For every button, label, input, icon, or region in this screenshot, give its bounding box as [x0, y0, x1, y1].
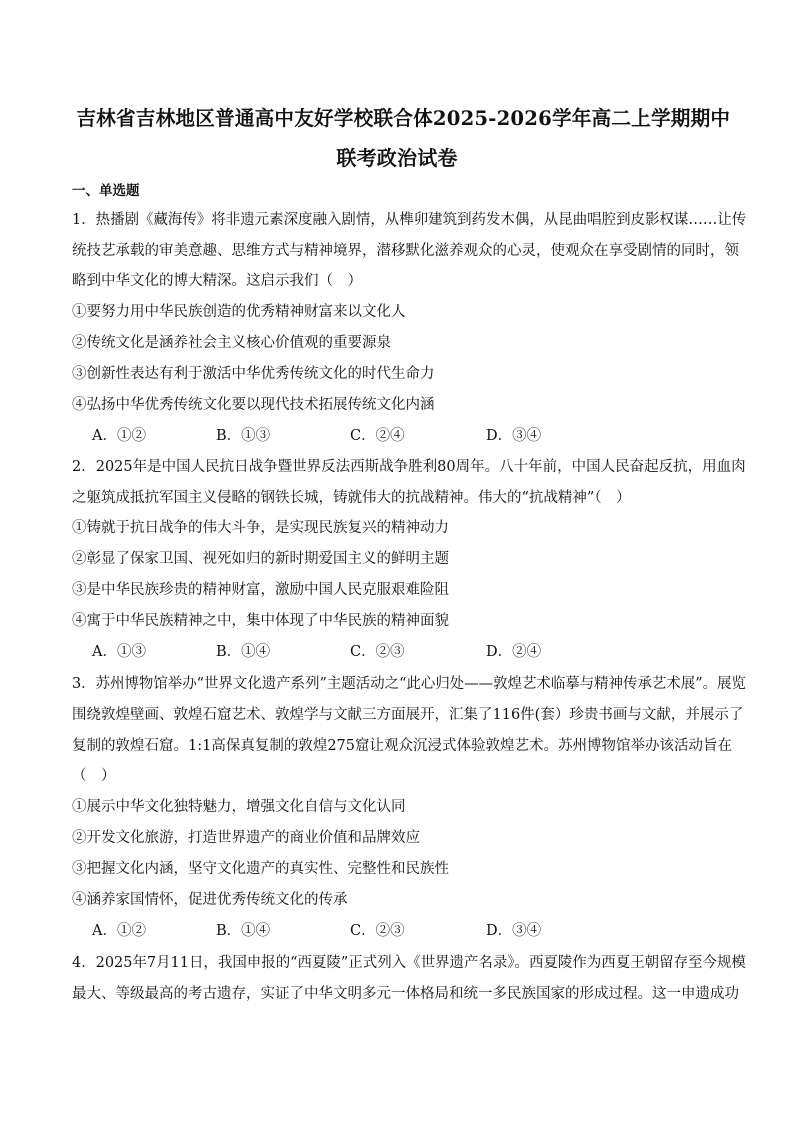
question-1-option-b[interactable]: B．①③	[216, 428, 271, 444]
question-3-stem-line-4: （ ）	[72, 768, 116, 784]
question-1-item-2: ②传统文化是涵养社会主义核心价值观的重要源泉	[72, 335, 391, 351]
question-2-item-3: ③是中华民族珍贵的精神财富，激励中国人民克服艰难险阻	[72, 582, 449, 598]
question-2-item-2: ②彰显了保家卫国、视死如归的新时期爱国主义的鲜明主题	[72, 551, 449, 567]
question-3-item-4: ④涵养家国情怀，促进优秀传统文化的传承	[72, 892, 348, 908]
question-3-option-c[interactable]: C．②③	[350, 923, 405, 939]
question-2-option-a[interactable]: A．①③	[92, 644, 146, 660]
question-1-option-d[interactable]: D．③④	[486, 428, 542, 444]
question-1-option-c[interactable]: C．②④	[350, 428, 405, 444]
question-3-item-3: ③把握文化内涵，坚守文化遗产的真实性、完整性和民族性	[72, 861, 449, 877]
question-2-option-c[interactable]: C．②③	[350, 644, 405, 660]
question-2-option-d[interactable]: D．②④	[486, 644, 542, 660]
question-3-stem-line-3: 复制的敦煌石窟。1:1高保真复制的敦煌275窟让观众沉浸式体验敦煌艺术。苏州博物馆举办该活动旨在	[72, 738, 733, 754]
question-1-item-1: ①要努力用中华民族创造的优秀精神财富来以文化人	[72, 304, 406, 320]
question-4-stem-line-1: 4．2025年7月11日，我国申报的“西夏陵”正式列入《世界遗产名录》。西夏陵作为西夏王朝留存至今规模	[72, 955, 746, 971]
question-3-item-1: ①展示中华文化独特魅力，增强文化自信与文化认同	[72, 799, 406, 815]
question-3-stem-line-1: 3．苏州博物馆举办“世界文化遗产系列”主题活动之“此心归处——敦煌艺术临摹与精神传承艺术展”。展览	[72, 676, 746, 692]
question-2-option-b[interactable]: B．①④	[216, 644, 271, 660]
question-1-option-a[interactable]: A．①②	[92, 428, 146, 444]
question-3-option-b[interactable]: B．①④	[216, 923, 271, 939]
question-2-stem-line-2: 之躯筑成抵抗军国主义侵略的钢铁长城，铸就伟大的抗战精神。伟大的“抗战精神”（ ）	[72, 490, 631, 506]
question-2-item-1: ①铸就于抗日战争的伟大斗争，是实现民族复兴的精神动力	[72, 520, 449, 536]
question-2-stem-line-1: 2．2025年是中国人民抗日战争暨世界反法西斯战争胜利80周年。八十年前，中国人民奋起反抗，用血肉	[72, 459, 746, 475]
question-2-item-4: ④寓于中华民族精神之中，集中体现了中华民族的精神面貌	[72, 613, 449, 629]
section-heading: 一、单选题	[72, 183, 140, 199]
exam-title-line-1: 吉林省吉林地区普通高中友好学校联合体2025-2026学年高二上学期期中	[76, 106, 731, 130]
question-3-item-2: ②开发文化旅游，打造世界遗产的商业价值和品牌效应	[72, 830, 420, 846]
question-3-stem-line-2: 围绕敦煌壁画、敦煌石窟艺术、敦煌学与文献三方面展开，汇集了116件(套）珍贵书画与文献，并展示了	[72, 707, 744, 723]
question-1-stem-line-1: 1．热播剧《藏海传》将非遗元素深度融入剧情，从榫卯建筑到药发木偶，从昆曲唱腔到皮影权谋……让传	[72, 212, 747, 228]
question-1-stem-line-2: 统技艺承载的审美意趣、思维方式与精神境界，潜移默化滋养观众的心灵，使观众在享受剧情的同时，领	[72, 243, 739, 259]
question-1-stem-line-3: 略到中华文化的博大精深。这启示我们（ ）	[72, 273, 362, 289]
exam-title-line-2: 联考政治试卷	[336, 146, 458, 170]
question-1-item-4: ④弘扬中华优秀传统文化要以现代技术拓展传统文化内涵	[72, 397, 435, 413]
question-3-option-a[interactable]: A．①②	[92, 923, 146, 939]
question-1-item-3: ③创新性表达有利于激活中华优秀传统文化的时代生命力	[72, 366, 435, 382]
question-4-stem-line-2: 最大、等级最高的考古遗存，实证了中华文明多元一体格局和统一多民族国家的形成过程。这一申遗成功	[72, 986, 739, 1002]
question-3-option-d[interactable]: D．③④	[486, 923, 542, 939]
